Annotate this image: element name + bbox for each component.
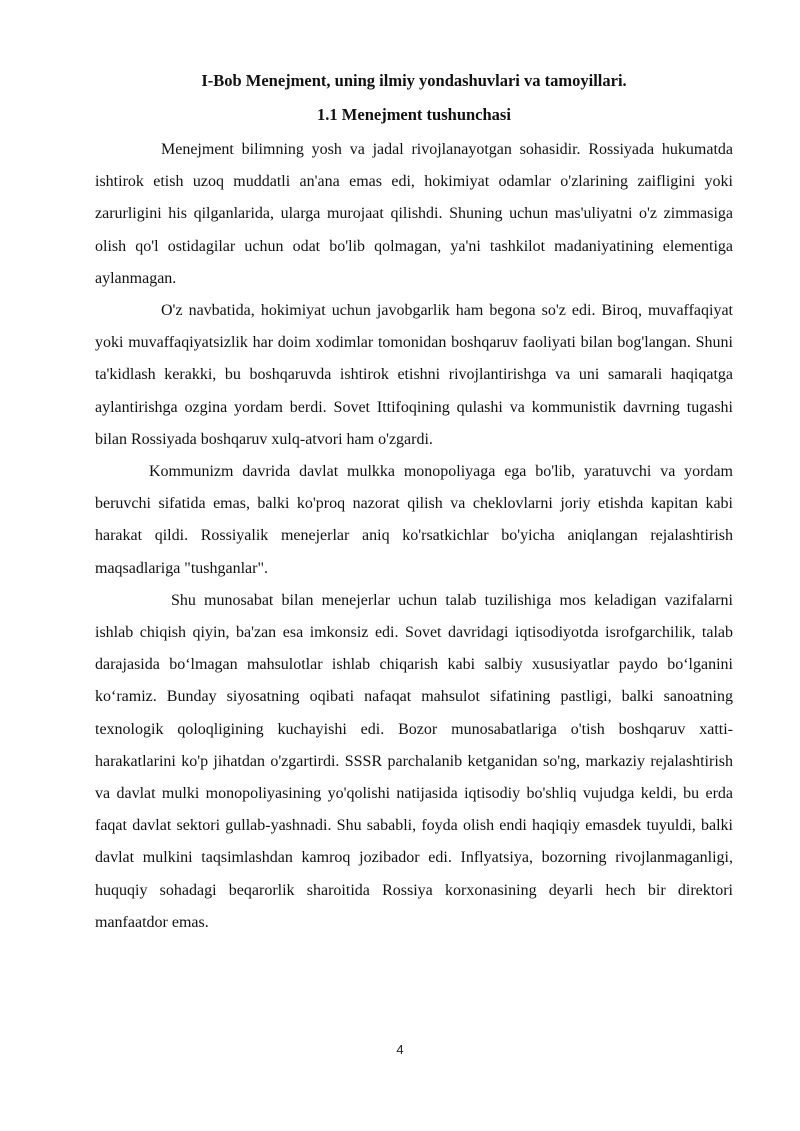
paragraph-4: Shu munosabat bilan menejerlar uchun talab tuzilishiga mos keladigan vazifalarni ishlab chiqish qiyin, ba'zan esa imkonsiz edi. Sovet davridagi iqtisodiyotda isrofgarchilik, talab darajasida bo‘lmagan mahsulotlar ishlab chiqarish kabi salbiy xususiyatlar paydo bo‘lganini ko‘ramiz. Bunday siyosatning oqibati nafaqat mahsulot sifatining pastligi, balki sanoatning texnologik qoloqligining kuchayishi edi. Bozor munosabatlariga o'tish boshqaruv xatti-harakatlarini ko'p jihatdan o'zgartirdi. SSSR parchalanib ketganidan so'ng, markaziy rejalashtirish va davlat mulki monopoliyasining yo'qolishi natijasida iqtisodiy bo'shliq vujudga keldi, bu erda faqat davlat sektori gullab-yashnadi. Shu sababli, foyda olish endi haqiqiy emasdek tuyuldi, balki davlat mulkini taqsimlashdan kamroq jozibador edi. Inflyatsiya, bozorning rivojlanmaganligi, huquqiy sohadagi beqarorlik sharoitida Rossiya korxonasining deyarli hech bir direktori manfaatdor emas. [95,591,733,931]
paragraph-3: Kommunizm davrida davlat mulkka monopoliyaga ega bo'lib, yaratuvchi va yordam beruvchi sifatida emas, balki ko'proq nazorat qilish va cheklovlarni joriy etishda kapitan kabi harakat qildi. Rossiyalik menejerlar aniq ko'rsatkichlar bo'yicha aniqlangan rejalashtirish maqsadlariga "tushganlar". [95,463,733,577]
section-title: 1.1 Menejment tushunchasi [317,105,511,124]
paragraph-2: O'z navbatida, hokimiyat uchun javobgarlik ham begona so'z edi. Biroq, muvaffaqiyat yoki muvaffaqiyatsizlik har doim xodimlar tomonidan boshqaruv faoliyati bilan bog'langan. Shuni ta'kidlash kerakki, bu boshqaruvda ishtirok etishni rivojlantirishga va uni samarali haqiqatga aylantirishga ozgina yordam berdi. Sovet Ittifoqining qulashi va kommunistik davrning tugashi bilan Rossiyada boshqaruv xulq-atvori ham o'zgardi. [95,302,733,448]
page-number: 4 [396,1042,404,1057]
chapter-title: I-Bob Menejment, uning ilmiy yondashuvlari va tamoyillari. [201,71,627,90]
document-page [95,70,733,939]
paragraph-1: Menejment bilimning yosh va jadal rivojlanayotgan sohasidir. Rossiyada hukumatda ishtirok etish uzoq muddatli an'ana emas edi, hokimiyat odamlar o'zlarining zaifligini yoki zarurligini his qilganlarida, ularga murojaat qilishdi. Shuning uchun mas'uliyatni o'z zimmasiga olish qo'l ostidagilar uchun odat bo'lib qolmagan, ya'ni tashkilot madaniyatining elementiga aylanmagan. [95,141,733,287]
